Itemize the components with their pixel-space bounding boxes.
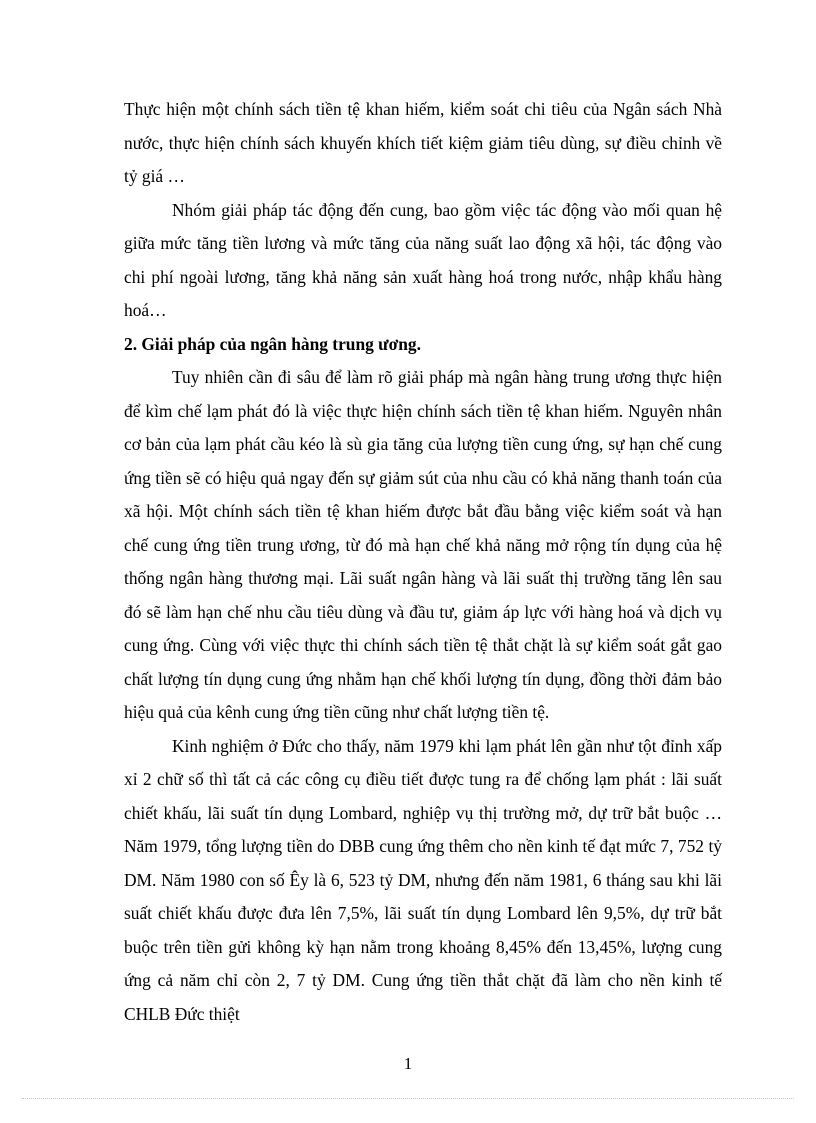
section-heading-central-bank-solutions: 2. Giải pháp của ngân hàng trung ương. [124,333,421,354]
page-boundary-line [22,1098,794,1099]
paragraph-supply-measures: Nhóm giải pháp tác động đến cung, bao gồm việc tác động vào mối quan hệ giữa mức tăng tiền lương và mức tăng của năng suất lao động xã hội, tác động vào chi phí ngoài lương, tăng khả năng sản xuất hàng hoá trong nước, nhập khẩu hàng hoá… [124,199,722,320]
page-number: 1 [403,1054,413,1073]
paragraph-germany-experience: Kinh nghiệm ở Đức cho thấy, năm 1979 khi lạm phát lên gần như tột đỉnh xấp xỉ 2 chữ số thì tất cả các công cụ điều tiết được tung ra để chống lạm phát : lãi suất chiết khấu, lãi suất tín dụng Lombard, nghiệp vụ thị trường mở, dự trữ bắt buộc …Năm 1979, tổng lượng tiền do DBB cung ứng thêm cho nền kinh tế đạt mức 7, 752 tỷ DM. Năm 1980 con số Êy là 6, 523 tỷ DM, nhưng đến năm 1981, 6 tháng sau khi lãi suất chiết khấu được đưa lên 7,5%, lãi suất tín dụng Lombard lên 9,5%, dự trữ bắt buộc trên tiền gửi không kỳ hạn nằm trong khoảng 8,45% đến 13,45%, lượng cung ứng cả năm chỉ còn 2, 7 tỷ DM. Cung ứng tiền thắt chặt đã làm cho nền kinh tế CHLB Đức thiệt [124,735,722,1024]
paragraph-monetary-policy-continuation: Thực hiện một chính sách tiền tệ khan hiếm, kiểm soát chi tiêu của Ngân sách Nhà nước, thực hiện chính sách khuyến khích tiết kiệm giảm tiêu dùng, sự điều chỉnh về tỷ giá … [124,99,722,186]
page-body [124,93,722,1031]
paragraph-tight-monetary-policy: Tuy nhiên cần đi sâu để làm rõ giải pháp mà ngân hàng trung ương thực hiện để kìm chế lạm phát đó là việc thực hiện chính sách tiền tệ khan hiếm. Nguyên nhân cơ bản của lạm phát cầu kéo là sù gia tăng của lượng tiền cung ứng, sự hạn chế cung ứng tiền sẽ có hiệu quả ngay đến sự giảm sút của nhu cầu có khả năng thanh toán của xã hội. Một chính sách tiền tệ khan hiếm được bắt đầu bằng việc kiểm soát và hạn chế cung ứng tiền trung ương, từ đó mà hạn chế khả năng mở rộng tín dụng của hệ thống ngân hàng thương mại. Lãi suất ngân hàng và lãi suất thị trường tăng lên sau đó sẽ làm hạn chế nhu cầu tiêu dùng và đầu tư, giảm áp lực với hàng hoá và dịch vụ cung ứng. Cùng với việc thực thi chính sách tiền tệ thắt chặt là sự kiểm soát gắt gao chất lượng tín dụng cung ứng nhằm hạn chế khối lượng tín dụng, đồng thời đảm bảo hiệu quả của kênh cung ứng tiền cũng như chất lượng tiền tệ. [124,367,722,722]
